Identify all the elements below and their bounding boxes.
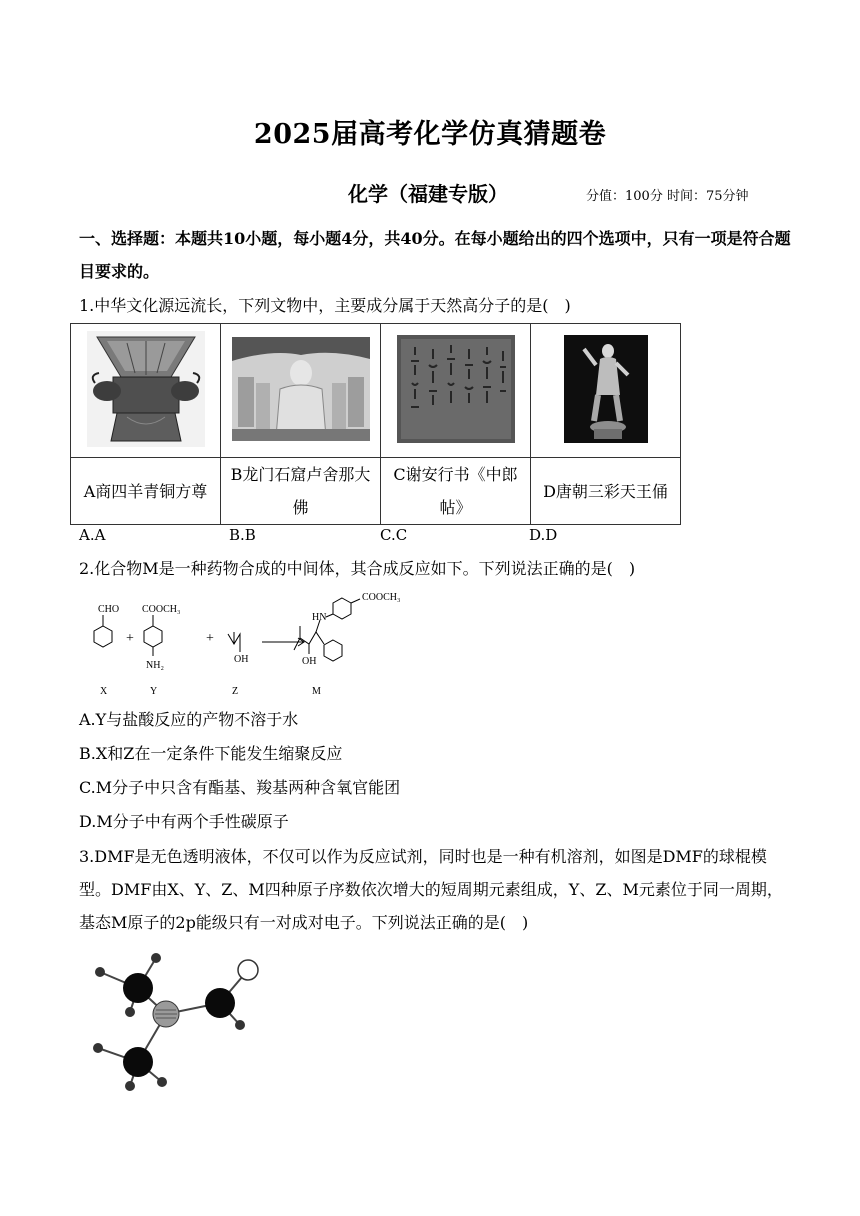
h-atom xyxy=(95,967,105,977)
label-x: X xyxy=(100,686,108,697)
bronze-zun-image-cell xyxy=(71,324,221,458)
m-amino-group: HN xyxy=(312,612,327,623)
label-z: Z xyxy=(232,686,239,697)
caption-b: B龙门石窟卢舍那大佛 xyxy=(221,458,381,525)
c-atom xyxy=(205,988,235,1018)
question-2-stem: 2.化合物M是一种药物合成的中间体，其合成反应如下。下列说法正确的是( ) xyxy=(79,559,636,578)
x-aldehyde-group: CHO xyxy=(98,604,120,615)
q1-answer-d[interactable]: D.D xyxy=(529,526,558,544)
calligraphy-image xyxy=(397,335,515,443)
h-atom xyxy=(93,1043,103,1053)
h-atom xyxy=(125,1007,135,1017)
plus-sign-2: + xyxy=(206,631,214,646)
m-hydroxyl-group: OH xyxy=(302,656,317,667)
z-hydroxyl-group: OH xyxy=(234,654,249,665)
tang-sancai-figure-image-cell xyxy=(531,324,681,458)
section-1-instructions: 一、选择题：本题共10小题，每小题4分，共40分。在每小题给出的四个选项中，只有一项是符合题目要求的。 xyxy=(79,229,791,281)
q2-option-a[interactable]: A.Y与盐酸反应的产物不溶于水 xyxy=(79,710,299,729)
q1-answer-a[interactable]: A.A xyxy=(79,526,106,544)
tang-sancai-figure-image xyxy=(564,335,648,443)
o-atom xyxy=(238,960,258,980)
q2-option-b[interactable]: B.X和Z在一定条件下能发生缩聚反应 xyxy=(79,744,343,763)
caption-d: D唐朝三彩天王俑 xyxy=(531,458,681,525)
question-3-stem: 3.DMF是无色透明液体，不仅可以作为反应试剂，同时也是一种有机溶剂，如图是DMF的球棍模型。DMF由X、Y、Z、M四种原子序数依次增大的短周期元素组成，Y、Z、M元素位于同一周期，基态M原子的2p能级只有一对成对电子。下列说法正确的是( ) xyxy=(79,847,783,932)
q2-option-c[interactable]: C.M分子中只含有酯基、羧基两种含氧官能团 xyxy=(79,778,401,797)
caption-a: A商四羊青铜方尊 xyxy=(71,458,221,525)
q1-answer-b[interactable]: B.B xyxy=(229,526,256,544)
exam-title: 2025届高考化学仿真猜题卷 xyxy=(253,119,607,150)
artifact-table xyxy=(70,323,681,525)
h-atom xyxy=(125,1081,135,1091)
label-y: Y xyxy=(150,686,158,697)
caption-c: C谢安行书《中郎帖》 xyxy=(381,458,531,525)
buddha-image xyxy=(232,337,370,441)
bronze-zun-image xyxy=(87,331,205,447)
buddha-image-cell xyxy=(221,324,381,458)
label-m: M xyxy=(312,686,321,697)
dmf-ball-and-stick-model xyxy=(86,950,276,1100)
y-benzene-ring xyxy=(144,626,162,647)
m-lower-benzene-ring xyxy=(324,640,342,661)
c-atom xyxy=(123,973,153,1003)
q1-answer-c[interactable]: C.C xyxy=(380,526,408,544)
y-ester-group: COOCH₃ xyxy=(142,604,181,615)
calligraphy-image-cell xyxy=(381,324,531,458)
m-ester-group: COOCH₃ xyxy=(362,592,401,603)
x-benzene-ring xyxy=(94,626,112,647)
c-atom xyxy=(123,1047,153,1077)
question-1-stem: 1.中华文化源远流长，下列文物中，主要成分属于天然高分子的是( ) xyxy=(79,296,571,315)
m-upper-benzene-ring xyxy=(333,598,351,619)
h-atom xyxy=(235,1020,245,1030)
plus-sign-1: + xyxy=(126,631,134,646)
h-atom xyxy=(157,1077,167,1087)
y-amine-group: NH₂ xyxy=(146,660,164,671)
reaction-scheme xyxy=(80,588,425,700)
score-time-info: 分值：100分 时间：75分钟 xyxy=(586,189,749,204)
h-atom xyxy=(151,953,161,963)
exam-subtitle: 化学（福建专版） xyxy=(348,182,508,206)
q2-option-d[interactable]: D.M分子中有两个手性碳原子 xyxy=(79,812,289,831)
